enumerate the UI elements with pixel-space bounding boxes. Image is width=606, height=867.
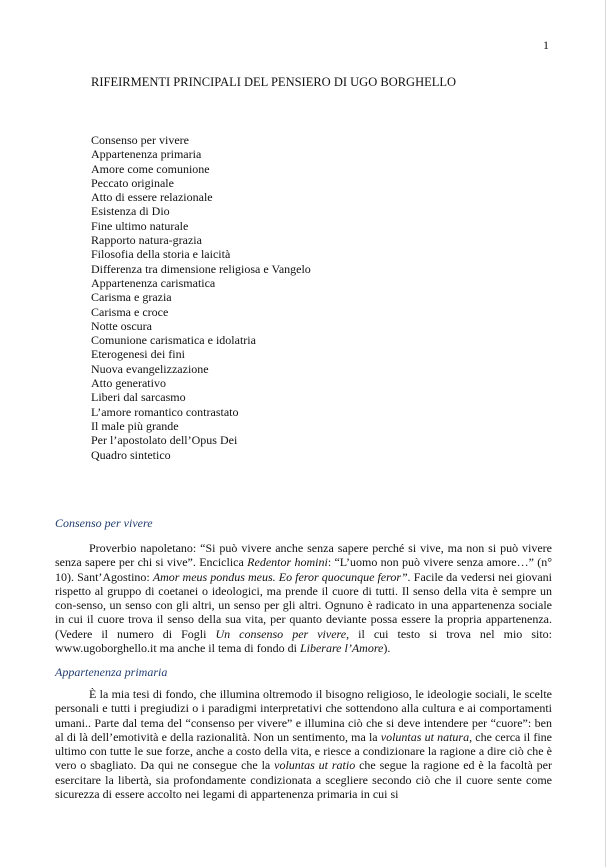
italic-text: Liberare l’Amore	[299, 640, 384, 655]
document-title: RIFEIRMENTI PRINCIPALI DEL PENSIERO DI UGO BORGHELLO	[91, 75, 457, 89]
toc-item: Atto generativo	[91, 376, 166, 391]
body-text: che segue la ragione ed è la facoltà per esercitare la libertà, sia profondamente condizionata a scegliere secondo ciò che il cuore sente come sicurezza di essere accolto nei legami di appartenenza primaria in cui si	[55, 758, 552, 801]
italic-text: Redentor homini	[247, 555, 328, 570]
body-text: ).	[383, 640, 391, 655]
section-heading-appartenenza: Appartenenza primaria	[55, 665, 168, 679]
toc-item: L’amore romantico contrastato	[91, 404, 239, 419]
toc-item: Eterogenesi dei fini	[91, 347, 185, 362]
page-number: 1	[543, 38, 549, 52]
body-text: : “L’uomo non può vivere senza amore…” (n° 10). Sant’Agostino:	[55, 555, 553, 584]
body-text: Facile da vedersi nei giovani rispetto al gruppo di coetanei o ideologici, ma prende il cuore di tutti. Il senso della vita è sempre un con-senso, un senso con gli altri, un senso per gli altri. Ognuno è radicato in una appartenenza sociale in cui il cuore trova il senso della sua vita, per quanto deviante possa essere la propria appartenenza. (Vedere il numero di Fogli	[55, 569, 553, 641]
section-body-appartenenza	[55, 687, 552, 801]
toc-item: Carisma e croce	[91, 304, 169, 319]
toc-item: Per l’apostolato dell’Opus Dei	[91, 433, 238, 448]
toc-item: Fine ultimo naturale	[91, 218, 189, 233]
body-text: È la mia tesi di fondo, che illumina oltremodo il bisogno religioso, le ideologie sociali, le scelte personali e tutti i pregiudizi o i paradigmi interpretativi che sottendono alla cultura e ai comportamenti umani.. Parte dal tema del “consenso per vivere” e illumina ciò che si deve intendere per “cuore”: ben al di là dell’emotività e della razionalità. Non un sentimento, ma la	[55, 687, 552, 744]
italic-text: voluntas ut natura	[380, 729, 470, 744]
toc-item: Liberi dal sarcasmo	[91, 390, 186, 405]
toc-item: Comunione carismatica e idolatria	[91, 333, 256, 348]
toc-item: Il male più grande	[91, 418, 179, 433]
toc-item: Differenza tra dimensione religiosa e Vangelo	[91, 261, 311, 276]
toc-item: Peccato originale	[91, 175, 174, 190]
body-text: , il cui testo si trova nel mio sito: www.ugoborghello.it ma anche il tema di fondo di	[55, 626, 552, 655]
toc-item: Carisma e grazia	[91, 290, 172, 305]
section-body-consenso	[55, 541, 552, 655]
body-text: Proverbio napoletano: “Si può vivere anche senza sapere perché si vive, ma non si può vivere senza sapere per chi si vive”. Enciclica	[55, 541, 552, 570]
italic-text: Amor meus pondus meus. Eo feror quocunque feror”.	[152, 569, 411, 584]
toc-item: Notte oscura	[91, 318, 152, 333]
toc-item: Filosofia della storia e laicità	[91, 247, 231, 262]
toc-item: Appartenenza carismatica	[91, 275, 216, 290]
toc-item: Nuova evangelizzazione	[91, 361, 209, 376]
toc-item: Quadro sintetico	[91, 447, 171, 462]
italic-text: voluntas ut ratio	[274, 758, 356, 773]
italic-text: Un consenso per vivere	[215, 626, 347, 641]
body-text: , che cerca il fine ultimo con tutte le sue forze, anche a costo della vita, e riesce a condizionare la ragione a dire ciò che è vero o sbagliato. Da qui ne consegue che la	[55, 729, 552, 773]
toc-item: Appartenenza primaria	[91, 147, 202, 162]
section-heading-consenso: Consenso per vivere	[55, 516, 153, 530]
toc-item: Consenso per vivere	[91, 133, 189, 147]
toc-item: Esistenza di Dio	[91, 204, 170, 219]
table-of-contents	[91, 133, 311, 462]
toc-item: Atto di essere relazionale	[91, 190, 213, 205]
toc-item: Amore come comunione	[91, 161, 210, 176]
toc-item: Rapporto natura-grazia	[91, 233, 202, 248]
